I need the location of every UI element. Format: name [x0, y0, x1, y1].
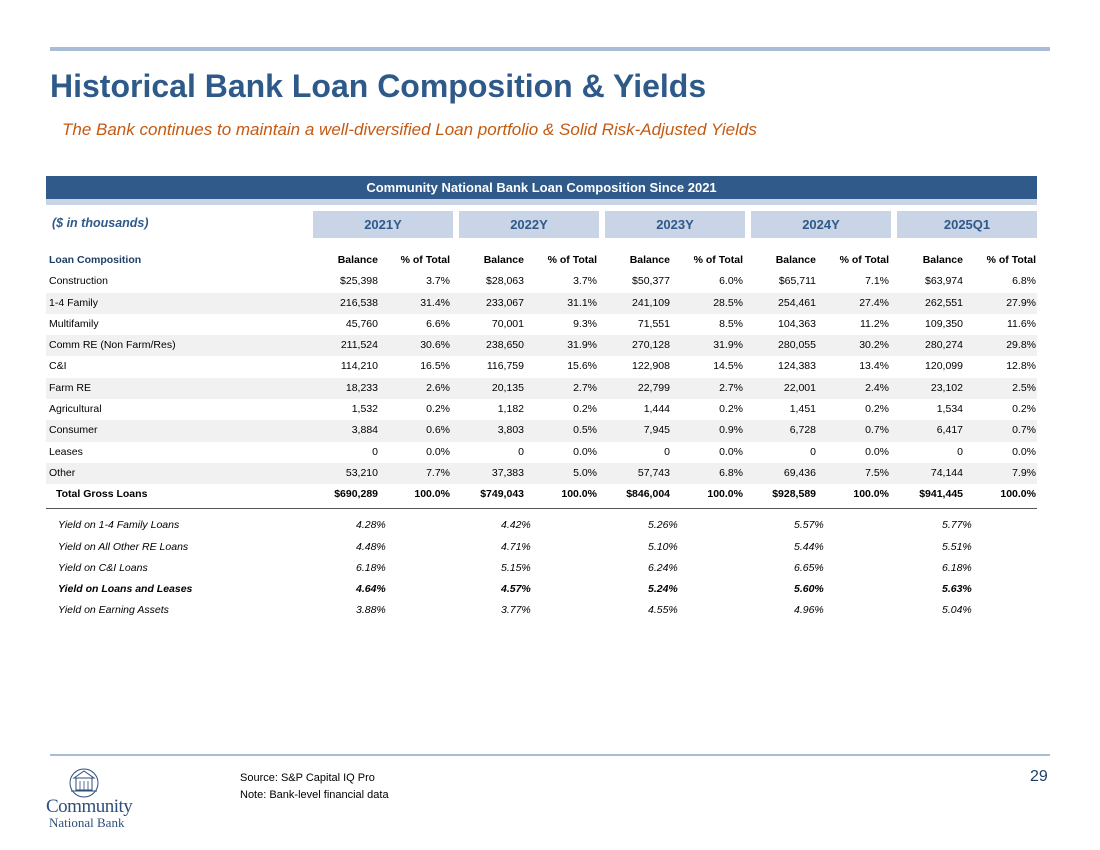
balance-cell: 233,067	[486, 296, 524, 309]
pct-cell: 29.8%	[1006, 339, 1036, 352]
loan-composition-table	[46, 250, 1037, 622]
pct-cell: 6.0%	[719, 275, 743, 288]
yield-value: 5.10%	[648, 540, 678, 553]
balance-cell: 0	[372, 445, 378, 458]
balance-cell: $63,974	[925, 275, 963, 288]
pct-cell: 27.9%	[1006, 296, 1036, 309]
balance-cell: 1,534	[936, 403, 963, 416]
balance-cell: 3,884	[351, 424, 378, 437]
balance-cell: 37,383	[491, 466, 524, 479]
balance-cell: 216,538	[340, 296, 378, 309]
pct-cell: 31.9%	[713, 339, 743, 352]
pct-cell: 31.1%	[567, 296, 597, 309]
pct-cell: 0.0%	[865, 445, 889, 458]
pct-cell: 7.1%	[865, 275, 889, 288]
yield-value: 5.24%	[648, 583, 678, 596]
pct-cell: 0.6%	[426, 424, 450, 437]
pct-cell: 2.7%	[573, 381, 597, 394]
balance-cell: 241,109	[632, 296, 670, 309]
balance-cell: 262,551	[925, 296, 963, 309]
pct-cell: 7.9%	[1012, 466, 1036, 479]
row-label: Consumer	[49, 424, 98, 437]
balance-cell: 104,363	[778, 317, 816, 330]
yield-value: 4.48%	[356, 540, 386, 553]
page-subtitle: The Bank continues to maintain a well-diversified Loan portfolio & Solid Risk-Adjusted Yields	[62, 120, 757, 139]
row-label: Farm RE	[49, 381, 91, 394]
row-label: Leases	[49, 445, 83, 458]
pct-cell: 100.0%	[414, 488, 450, 501]
pct-cell: 100.0%	[1000, 488, 1036, 501]
yield-value: 6.65%	[794, 561, 824, 574]
balance-cell: 280,274	[925, 339, 963, 352]
row-label: Agricultural	[49, 403, 102, 416]
row-label: Comm RE (Non Farm/Res)	[49, 339, 176, 352]
yield-value: 4.57%	[501, 583, 531, 596]
pct-cell: 6.8%	[1012, 275, 1036, 288]
yield-row	[46, 537, 1037, 558]
yield-value: 6.18%	[942, 561, 972, 574]
pct-cell: 0.2%	[719, 403, 743, 416]
table-row	[46, 420, 1037, 441]
balance-cell: 23,102	[930, 381, 963, 394]
pct-cell: 31.4%	[420, 296, 450, 309]
pct-cell: 27.4%	[859, 296, 889, 309]
col-header-pct: % of Total	[547, 254, 597, 266]
year-header-2024y: 2024Y	[751, 211, 891, 238]
col-header-pct: % of Total	[400, 254, 450, 266]
yield-value: 5.77%	[942, 519, 972, 532]
total-label: Total Gross Loans	[56, 488, 148, 501]
pct-cell: 2.7%	[719, 381, 743, 394]
table-row	[46, 335, 1037, 356]
balance-cell: 120,099	[925, 360, 963, 373]
yield-label: Yield on C&I Loans	[58, 561, 148, 574]
balance-cell: 74,144	[930, 466, 963, 479]
yield-row	[46, 579, 1037, 600]
balance-cell: $749,043	[480, 488, 524, 501]
balance-cell: $690,289	[334, 488, 378, 501]
balance-cell: 124,383	[778, 360, 816, 373]
row-label: Multifamily	[49, 317, 99, 330]
yield-value: 5.60%	[794, 583, 824, 596]
pct-cell: 31.9%	[567, 339, 597, 352]
balance-cell: $928,589	[772, 488, 816, 501]
yield-value: 4.55%	[648, 604, 678, 617]
pct-cell: 30.6%	[420, 339, 450, 352]
pct-cell: 3.7%	[426, 275, 450, 288]
pct-cell: 3.7%	[573, 275, 597, 288]
table-banner: Community National Bank Loan Composition Since 2021	[46, 176, 1037, 199]
balance-cell: 211,524	[340, 339, 378, 352]
top-divider	[50, 47, 1050, 51]
balance-cell: 45,760	[345, 317, 378, 330]
balance-cell: 22,799	[637, 381, 670, 394]
pct-cell: 7.7%	[426, 466, 450, 479]
yield-row	[46, 515, 1037, 536]
yield-row	[46, 558, 1037, 579]
pct-cell: 13.4%	[859, 360, 889, 373]
pct-cell: 100.0%	[561, 488, 597, 501]
row-label: Construction	[49, 275, 108, 288]
bottom-divider	[50, 754, 1050, 756]
balance-cell: 1,532	[351, 403, 378, 416]
balance-cell: 116,759	[486, 360, 524, 373]
balance-cell: $25,398	[340, 275, 378, 288]
year-header-2023y: 2023Y	[605, 211, 745, 238]
col-header-pct: % of Total	[693, 254, 743, 266]
yield-value: 4.71%	[501, 540, 531, 553]
yield-label: Yield on 1-4 Family Loans	[58, 519, 180, 532]
logo-text-national-bank: National Bank	[49, 815, 125, 830]
balance-cell: 254,461	[778, 296, 816, 309]
pct-cell: 6.8%	[719, 466, 743, 479]
pct-cell: 0.2%	[865, 403, 889, 416]
col-header-balance: Balance	[629, 254, 670, 266]
table-row	[46, 399, 1037, 420]
pct-cell: 0.2%	[573, 403, 597, 416]
yield-value: 3.77%	[501, 604, 531, 617]
pct-cell: 11.6%	[1007, 317, 1036, 330]
yield-value: 5.57%	[794, 519, 824, 532]
table-row	[46, 356, 1037, 377]
units-label: ($ in thousands)	[52, 216, 149, 230]
pct-cell: 0.0%	[719, 445, 743, 458]
yield-label: Yield on Earning Assets	[58, 604, 169, 617]
table-row	[46, 271, 1037, 292]
pct-cell: 0.5%	[573, 424, 597, 437]
table-row	[46, 293, 1037, 314]
balance-cell: 53,210	[345, 466, 378, 479]
table-row	[46, 314, 1037, 335]
pct-cell: 0.7%	[865, 424, 889, 437]
yield-value: 6.18%	[356, 561, 386, 574]
pct-cell: 9.3%	[573, 317, 597, 330]
year-header-2021y: 2021Y	[313, 211, 453, 238]
balance-cell: $65,711	[778, 275, 816, 288]
balance-cell: 57,743	[637, 466, 670, 479]
yield-value: 5.15%	[501, 561, 531, 574]
yield-value: 5.51%	[942, 540, 972, 553]
yield-label: Yield on Loans and Leases	[58, 583, 193, 596]
yield-value: 4.28%	[356, 519, 386, 532]
yield-value: 3.88%	[356, 604, 386, 617]
balance-cell: 20,135	[491, 381, 524, 394]
pct-cell: 100.0%	[853, 488, 889, 501]
yield-value: 5.26%	[648, 519, 678, 532]
page-title: Historical Bank Loan Composition & Yields	[50, 68, 707, 104]
balance-cell: 270,128	[632, 339, 670, 352]
pct-cell: 100.0%	[707, 488, 743, 501]
pct-cell: 0.9%	[719, 424, 743, 437]
balance-cell: 6,417	[936, 424, 963, 437]
balance-cell: 0	[664, 445, 670, 458]
table-header-row	[46, 250, 1037, 271]
pct-cell: 0.7%	[1012, 424, 1036, 437]
data-note: Note: Bank-level financial data	[240, 789, 389, 801]
balance-cell: 18,233	[345, 381, 378, 394]
pct-cell: 28.5%	[713, 296, 743, 309]
pct-cell: 0.0%	[573, 445, 597, 458]
pct-cell: 0.0%	[1012, 445, 1036, 458]
table-row	[46, 463, 1037, 484]
table-row	[46, 378, 1037, 399]
row-label: C&I	[49, 360, 67, 373]
page-number: 29	[1030, 768, 1048, 785]
balance-cell: 71,551	[637, 317, 670, 330]
pct-cell: 12.8%	[1006, 360, 1036, 373]
balance-cell: 0	[518, 445, 524, 458]
balance-cell: 1,182	[497, 403, 524, 416]
balance-cell: 1,444	[643, 403, 670, 416]
pct-cell: 6.6%	[426, 317, 450, 330]
balance-cell: 109,350	[925, 317, 963, 330]
pct-cell: 2.4%	[865, 381, 889, 394]
balance-cell: $941,445	[919, 488, 963, 501]
yield-value: 5.63%	[942, 583, 972, 596]
pct-cell: 30.2%	[859, 339, 889, 352]
pct-cell: 14.5%	[713, 360, 743, 373]
pct-cell: 8.5%	[719, 317, 743, 330]
table-row	[46, 442, 1037, 463]
footnotes	[240, 770, 389, 804]
balance-cell: 6,728	[789, 424, 816, 437]
balance-cell: $28,063	[486, 275, 524, 288]
yield-label: Yield on All Other RE Loans	[58, 540, 189, 553]
col-header-balance: Balance	[922, 254, 963, 266]
pct-cell: 5.0%	[573, 466, 597, 479]
pct-cell: 16.5%	[420, 360, 450, 373]
yield-value: 4.64%	[356, 583, 386, 596]
balance-cell: 280,055	[778, 339, 816, 352]
col-header-balance: Balance	[337, 254, 378, 266]
pct-cell: 0.0%	[426, 445, 450, 458]
pct-cell: 2.6%	[426, 381, 450, 394]
yield-value: 5.04%	[942, 604, 972, 617]
col-header-balance: Balance	[775, 254, 816, 266]
balance-cell: 0	[957, 445, 963, 458]
balance-cell: $846,004	[626, 488, 670, 501]
year-header-2025q1: 2025Q1	[897, 211, 1037, 238]
yield-row	[46, 600, 1037, 621]
pct-cell: 0.2%	[1012, 403, 1036, 416]
col-header-loan-composition: Loan Composition	[49, 254, 142, 266]
col-header-pct: % of Total	[986, 254, 1036, 266]
balance-cell: 69,436	[783, 466, 816, 479]
yield-value: 4.42%	[501, 519, 531, 532]
balance-cell: 3,803	[497, 424, 524, 437]
balance-cell: 1,451	[789, 403, 816, 416]
yield-value: 6.24%	[648, 561, 678, 574]
balance-cell: 70,001	[491, 317, 524, 330]
banner-underline	[46, 199, 1037, 205]
logo-text-community: Community	[46, 796, 133, 817]
pct-cell: 7.5%	[865, 466, 889, 479]
source-note: Source: S&P Capital IQ Pro	[240, 772, 375, 784]
yield-value: 4.96%	[794, 604, 824, 617]
balance-cell: 122,908	[632, 360, 670, 373]
pct-cell: 11.2%	[860, 317, 889, 330]
balance-cell: 0	[810, 445, 816, 458]
balance-cell: 238,650	[486, 339, 524, 352]
balance-cell: 7,945	[643, 424, 670, 437]
balance-cell: 22,001	[783, 381, 816, 394]
yield-value: 5.44%	[794, 540, 824, 553]
pct-cell: 15.6%	[567, 360, 597, 373]
row-label: 1-4 Family	[49, 296, 99, 309]
total-row	[46, 484, 1037, 509]
balance-cell: $50,377	[632, 275, 670, 288]
col-header-balance: Balance	[483, 254, 524, 266]
pct-cell: 0.2%	[426, 403, 450, 416]
row-label: Other	[49, 466, 76, 479]
balance-cell: 114,210	[340, 360, 378, 373]
year-header-2022y: 2022Y	[459, 211, 599, 238]
pct-cell: 2.5%	[1012, 381, 1036, 394]
col-header-pct: % of Total	[839, 254, 889, 266]
